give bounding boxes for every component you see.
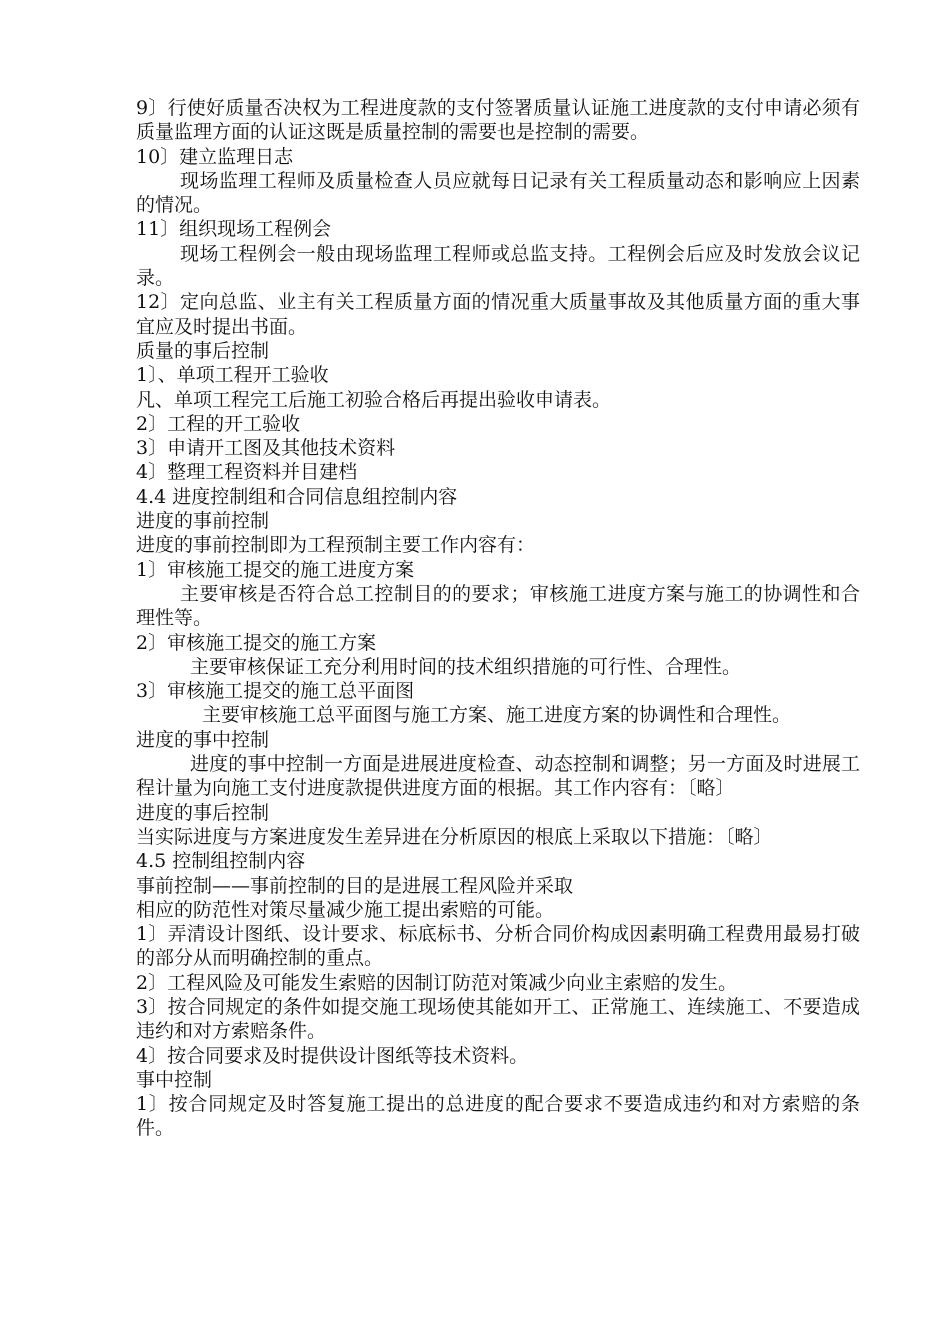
paragraph-9-quality-veto: 9〕行使好质量否决权为工程进度款的支付签署质量认证施工进度款的支付申请必须有质量监理方面的认证这既是质量控制的需要也是控制的需要。 (136, 97, 860, 144)
section-heading-post-quality-control: 质量的事后控制 (136, 339, 270, 362)
list-item-2-risk-countermeasures: 2〕工程风险及可能发生索赔的因制订防范对策减少向业主索赔的发生。 (136, 971, 738, 994)
paragraph-pre-control-purpose: 事前控制——事前控制的目的是进展工程风险并采取 (136, 874, 574, 897)
list-item-3-review-site-plan: 3〕审核施工提交的施工总平面图 (136, 680, 415, 703)
list-item-1-clarify-drawings: 1〕弄清设计图纸、设计要求、标底标书、分析合同价构成因素明确工程费用最易打破的部分从而明确控制的重点。 (136, 923, 860, 970)
list-item-1-single-acceptance: 1〕、单项工程开工验收 (136, 364, 329, 387)
subheading-progress-pre-control: 进度的事前控制 (136, 510, 270, 533)
heading-10-supervision-log: 10〕建立监理日志 (136, 145, 294, 168)
paragraph-pre-control-purpose-cont: 相应的防范性对策尽量减少施工提出索赔的可能。 (136, 898, 555, 921)
heading-11-site-meeting: 11〕组织现场工程例会 (136, 218, 332, 241)
paragraph-post-control-detail: 当实际进度与方案进度发生差异进在分析原因的根底上采取以下措施：〔略〕 (136, 825, 773, 848)
list-item-1-timely-reply: 1〕按合同规定及时答复施工提出的总进度的配合要求不要造成违约和对方索赔的条件。 (136, 1093, 860, 1140)
section-heading-4-4: 4.4 进度控制组和合同信息组控制内容 (136, 485, 458, 508)
paragraph-acceptance-application: 凡、单项工程完工后施工初验合格后再提出验收申请表。 (136, 388, 612, 411)
subheading-in-process-control: 事中控制 (136, 1068, 213, 1091)
section-heading-4-5: 4.5 控制组控制内容 (136, 850, 306, 873)
paragraph-review-site-plan-detail: 主要审核施工总平面图与施工方案、施工进度方案的协调性和合理性。 (202, 704, 792, 727)
list-item-3-start-drawings: 3〕申请开工图及其他技术资料 (136, 437, 396, 460)
paragraph-meeting-minutes: 现场工程例会一般由现场监理工程师或总监支持。工程例会后应及时发放会议记录。 (136, 242, 860, 290)
paragraph-review-plan-detail: 主要审核保证工充分利用时间的技术组织措施的可行性、合理性。 (190, 655, 742, 678)
document-body (136, 96, 860, 1141)
list-item-1-review-schedule: 1〕审核施工提交的施工进度方案 (136, 558, 415, 581)
paragraph-daily-record: 现场监理工程师及质量检查人员应就每日记录有关工程质量动态和影响应上因素的情况。 (136, 169, 860, 217)
paragraph-in-control-detail: 进度的事中控制一方面是进展进度检查、动态控制和调整；另一方面及时进展工程计量为向施工支付进度款提供进度方面的根据。其工作内容有：〔略〕 (136, 753, 860, 800)
list-item-4-provide-drawings: 4〕按合同要求及时提供设计图纸等技术资料。 (136, 1044, 529, 1067)
list-item-2-start-acceptance: 2〕工程的开工验收 (136, 412, 301, 435)
paragraph-pre-control-intro: 进度的事前控制即为工程预制主要工作内容有： (136, 534, 536, 557)
subheading-progress-post-control: 进度的事后控制 (136, 801, 270, 824)
subheading-progress-in-control: 进度的事中控制 (136, 728, 270, 751)
list-item-2-review-plan: 2〕审核施工提交的施工方案 (136, 631, 377, 654)
list-item-3-contract-conditions: 3〕按合同规定的条件如提交施工现场使其能如开工、正常施工、连续施工、不要造成违约和对方索赔条件。 (136, 995, 860, 1043)
paragraph-12-report-to-director: 12〕定向总监、业主有关工程质量方面的情况重大质量事故及其他质量方面的重大事宜应及时提出书面。 (136, 291, 860, 338)
paragraph-review-schedule-detail: 主要审核是否符合总工控制目的的要求；审核施工进度方案与施工的协调性和合理性等。 (136, 582, 860, 630)
list-item-4-archive: 4〕整理工程资料并目建档 (136, 461, 358, 484)
